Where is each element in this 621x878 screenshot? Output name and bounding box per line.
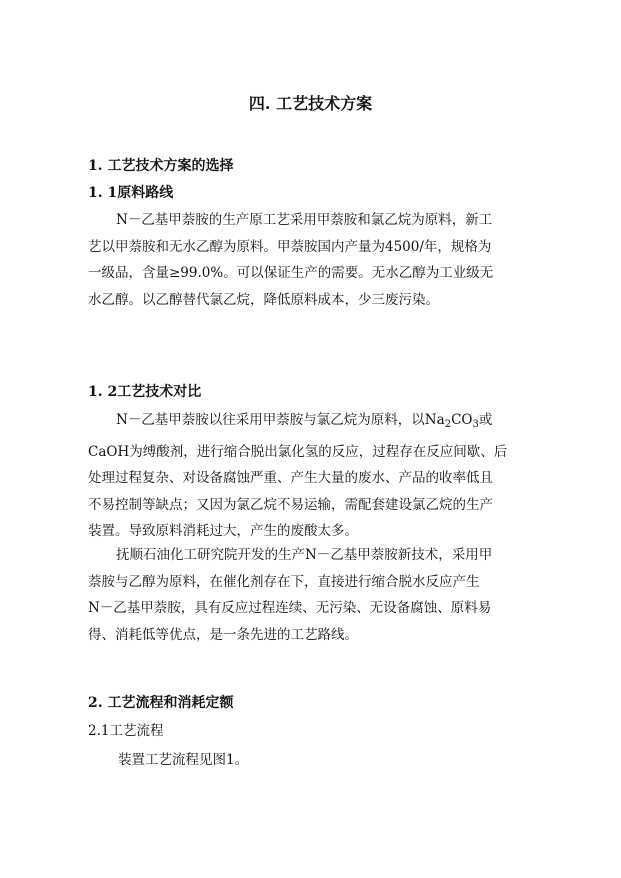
- paragraph-new-technology: [88, 542, 534, 648]
- subsection-heading-1-1: 1. 1原料路线: [88, 185, 174, 201]
- paragraph-line: 处理过程复杂、对设备腐蚀严重、产生大量的废水、产品的收率低且: [88, 470, 493, 486]
- page-title: 四. 工艺技术方案: [248, 94, 373, 113]
- paragraph-line: N－乙基甲萘胺，具有反应过程连续、无污染、无设备腐蚀、原料易: [88, 600, 492, 616]
- paragraph-line: 抚顺石油化工研究院开发的生产N－乙基甲萘胺新技术，采用甲: [116, 547, 493, 563]
- paragraph-line: 一级品，含量≥99.0%。可以保证生产的需要。无水乙醇为工业级无: [88, 265, 494, 281]
- paragraph-line: 水乙醇。以乙醇替代氯乙烷，降低原料成本，少三废污染。: [88, 291, 439, 308]
- text-fragment: 或: [478, 412, 493, 428]
- subscript: 3: [472, 419, 479, 430]
- text-fragment: CO: [451, 412, 473, 428]
- paragraph-line: 得、消耗低等优点，是一条先进的工艺路线。: [88, 626, 358, 643]
- paragraph-line: 装置。导致原料消耗过大，产生的废酸太多。: [88, 523, 358, 539]
- section-heading-2: 2. 工艺流程和消耗定额: [88, 695, 234, 711]
- subsection-heading-1-2: 1. 2工艺技术对比: [88, 384, 202, 400]
- paragraph-line: N－乙基甲萘胺的生产原工艺采用甲萘胺和氯乙烷为原料，新工: [116, 212, 493, 228]
- subscript: 2: [444, 419, 452, 430]
- paragraph-line: 萘胺与乙醇为原料，在催化剂存在下，直接进行缩合脱水反应产生: [88, 573, 480, 590]
- paragraph-line: [88, 407, 534, 439]
- paragraph-line: 不易控制等缺点；又因为氯乙烷不易运输，需配套建设氯乙烷的生产: [88, 496, 493, 513]
- paragraph-process-comparison: [88, 407, 534, 545]
- paragraph-line: 艺以甲萘胺和无水乙醇为原料。甲萘胺国内产量为4500/年，规格为: [88, 238, 492, 255]
- paragraph-line: CaOH为缚酸剂，进行缩合脱出氯化氢的反应，过程存在反应间歇、后: [88, 443, 508, 460]
- text-fragment: N－乙基甲萘胺以往采用甲萘胺与氯乙烷为原料，以Na: [116, 412, 445, 428]
- subsection-heading-2-1: 2.1工艺流程: [88, 723, 164, 739]
- section-heading-1: 1. 工艺技术方案的选择: [88, 158, 234, 174]
- flow-chart-reference: 装置工艺流程见图1。: [118, 752, 249, 768]
- paragraph-raw-material: [88, 207, 534, 313]
